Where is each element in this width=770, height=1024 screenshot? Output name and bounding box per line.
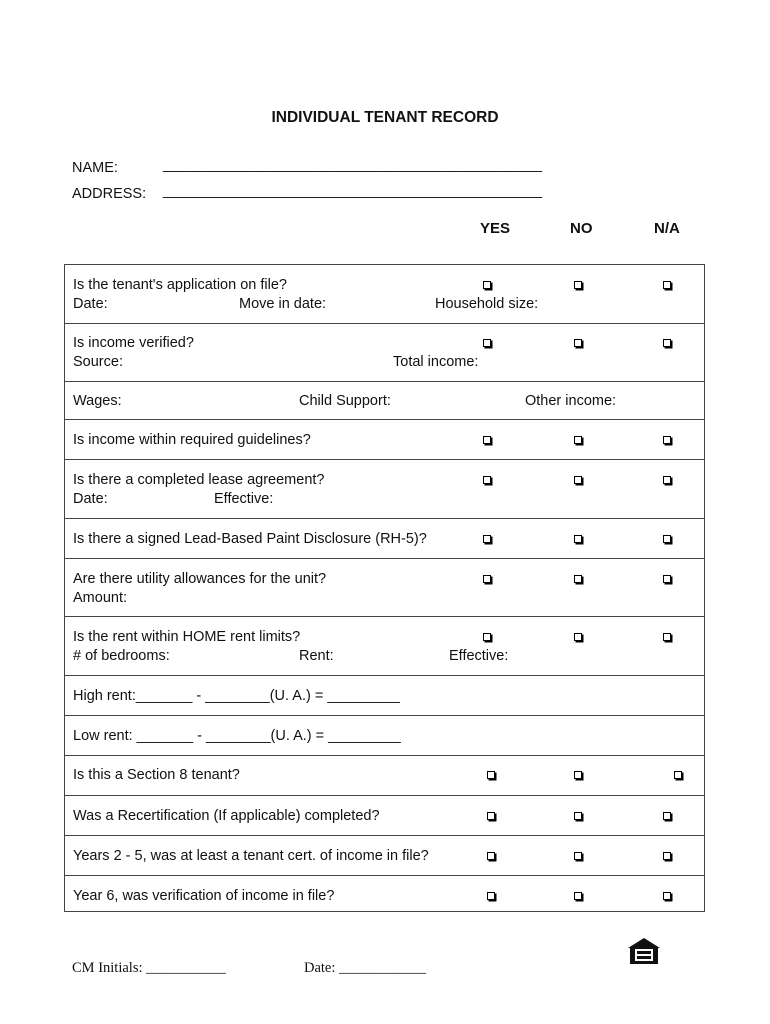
table-row bbox=[65, 559, 704, 617]
row-question: Is the rent within HOME rent limits? bbox=[73, 629, 301, 645]
high-rent-formula: High rent:_______ - ________(U. A.) = _________ bbox=[73, 688, 400, 704]
row-question: Was a Recertification (If applicable) completed? bbox=[73, 808, 380, 824]
yes-checkbox[interactable] bbox=[487, 812, 495, 820]
rent-label: Rent: bbox=[299, 648, 334, 664]
table-row bbox=[65, 460, 704, 519]
no-checkbox[interactable] bbox=[574, 771, 582, 779]
other-income-label: Other income: bbox=[525, 393, 617, 409]
table-row bbox=[65, 324, 704, 382]
na-checkbox[interactable] bbox=[663, 476, 671, 484]
bedrooms-label: # of bedrooms: bbox=[73, 648, 170, 664]
row-question: Is there a signed Lead-Based Paint Disclosure (RH-5)? bbox=[73, 531, 427, 547]
name-label: NAME: bbox=[72, 160, 118, 176]
cm-initials-field[interactable]: CM Initials: ___________ bbox=[72, 960, 226, 976]
yes-checkbox[interactable] bbox=[487, 852, 495, 860]
name-field[interactable]: _______________________________________________ bbox=[163, 157, 543, 173]
table-row bbox=[65, 265, 704, 324]
row-question: Years 2 - 5, was at least a tenant cert. of income in file? bbox=[73, 848, 429, 864]
row-question: Is this a Section 8 tenant? bbox=[73, 767, 240, 783]
row-question: Is there a completed lease agreement? bbox=[73, 472, 325, 488]
table-row bbox=[65, 382, 704, 420]
source-label: Source: bbox=[73, 354, 123, 370]
equal-housing-logo bbox=[624, 936, 664, 974]
effective-label: Effective: bbox=[214, 491, 274, 507]
no-checkbox[interactable] bbox=[574, 575, 582, 583]
na-checkbox[interactable] bbox=[663, 281, 671, 289]
address-field[interactable]: _______________________________________________ bbox=[163, 183, 543, 199]
date-field[interactable]: Date: ____________ bbox=[304, 960, 427, 976]
table-row bbox=[65, 420, 704, 460]
page-title: INDIVIDUAL TENANT RECORD bbox=[271, 109, 499, 126]
date-label: Date: bbox=[73, 296, 108, 312]
column-header-no: NO bbox=[570, 220, 593, 237]
no-checkbox[interactable] bbox=[574, 535, 582, 543]
table-row bbox=[65, 716, 704, 756]
yes-checkbox[interactable] bbox=[483, 339, 491, 347]
effective-label: Effective: bbox=[449, 648, 509, 664]
table-row bbox=[65, 617, 704, 676]
na-checkbox[interactable] bbox=[663, 535, 671, 543]
table-row bbox=[65, 676, 704, 716]
row-question: Is income verified? bbox=[73, 335, 194, 351]
no-checkbox[interactable] bbox=[574, 281, 582, 289]
na-checkbox[interactable] bbox=[663, 633, 671, 641]
table-row bbox=[65, 519, 704, 559]
table-row bbox=[65, 796, 704, 836]
yes-checkbox[interactable] bbox=[483, 535, 491, 543]
yes-checkbox[interactable] bbox=[483, 281, 491, 289]
equal-housing-icon bbox=[624, 936, 664, 974]
low-rent-formula: Low rent: _______ - ________(U. A.) = _________ bbox=[73, 728, 401, 744]
date-label: Date: bbox=[73, 491, 108, 507]
no-checkbox[interactable] bbox=[574, 892, 582, 900]
na-checkbox[interactable] bbox=[663, 852, 671, 860]
total-income-label: Total income: bbox=[393, 354, 479, 370]
row-question: Is income within required guidelines? bbox=[73, 432, 311, 448]
yes-checkbox[interactable] bbox=[483, 436, 491, 444]
row-question: Is the tenant's application on file? bbox=[73, 277, 287, 293]
amount-label: Amount: bbox=[73, 590, 127, 606]
no-checkbox[interactable] bbox=[574, 812, 582, 820]
na-checkbox[interactable] bbox=[663, 575, 671, 583]
yes-checkbox[interactable] bbox=[483, 575, 491, 583]
na-checkbox[interactable] bbox=[663, 339, 671, 347]
yes-checkbox[interactable] bbox=[483, 633, 491, 641]
column-header-na: N/A bbox=[654, 220, 680, 237]
address-label: ADDRESS: bbox=[72, 186, 147, 202]
na-checkbox[interactable] bbox=[663, 892, 671, 900]
table-row bbox=[65, 756, 704, 796]
table-row bbox=[65, 836, 704, 876]
no-checkbox[interactable] bbox=[574, 852, 582, 860]
table-row bbox=[65, 876, 704, 913]
yes-checkbox[interactable] bbox=[483, 476, 491, 484]
no-checkbox[interactable] bbox=[574, 436, 582, 444]
tenant-record-table bbox=[64, 264, 705, 912]
na-checkbox[interactable] bbox=[674, 771, 682, 779]
na-checkbox[interactable] bbox=[663, 812, 671, 820]
no-checkbox[interactable] bbox=[574, 633, 582, 641]
column-header-yes: YES bbox=[480, 220, 511, 237]
wages-label: Wages: bbox=[73, 393, 122, 409]
yes-checkbox[interactable] bbox=[487, 771, 495, 779]
no-checkbox[interactable] bbox=[574, 476, 582, 484]
child-support-label: Child Support: bbox=[299, 393, 391, 409]
na-checkbox[interactable] bbox=[663, 436, 671, 444]
row-question: Year 6, was verification of income in file? bbox=[73, 888, 335, 904]
no-checkbox[interactable] bbox=[574, 339, 582, 347]
row-question: Are there utility allowances for the unit? bbox=[73, 571, 327, 587]
household-size-label: Household size: bbox=[435, 296, 539, 312]
yes-checkbox[interactable] bbox=[487, 892, 495, 900]
move-in-date-label: Move in date: bbox=[239, 296, 327, 312]
